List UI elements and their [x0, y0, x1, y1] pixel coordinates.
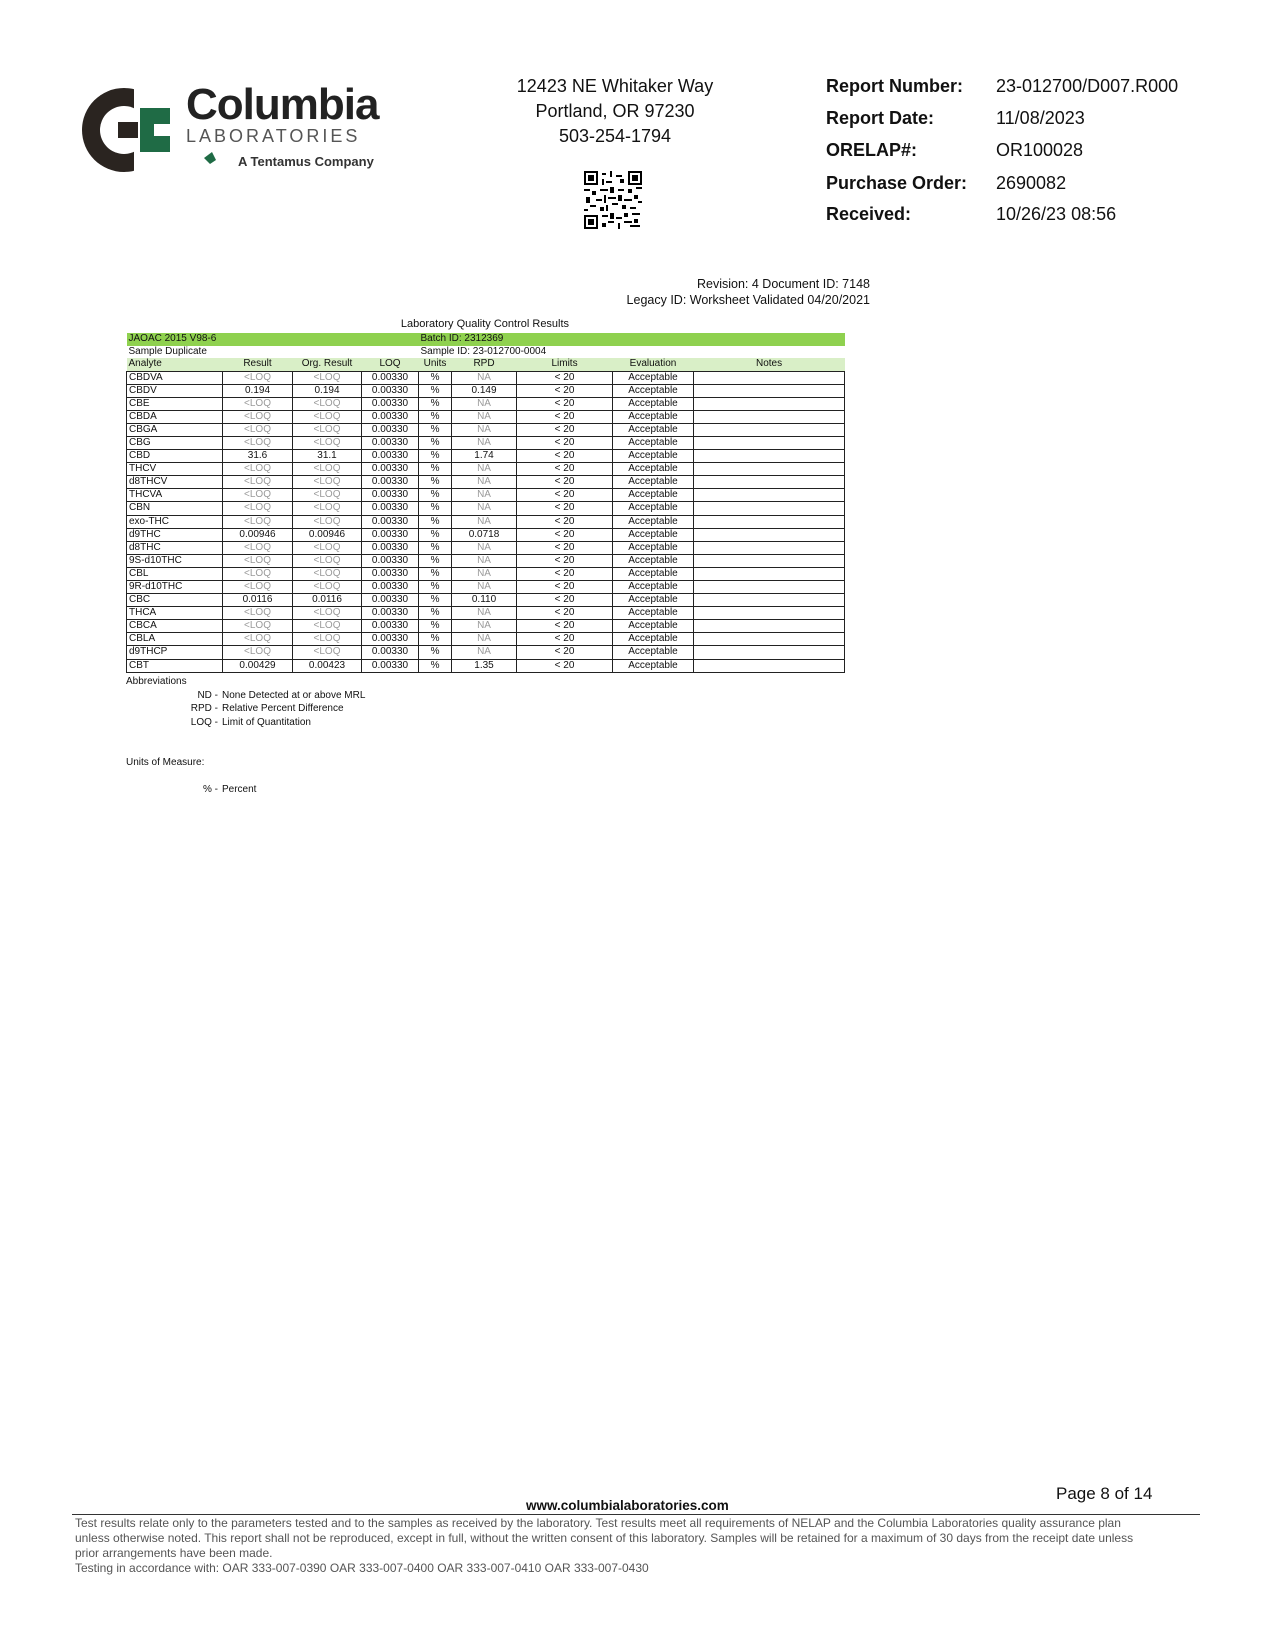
- cell-analyte: d8THCV: [127, 476, 223, 489]
- table-row: [127, 515, 845, 528]
- cell-rpd: NA: [452, 436, 517, 449]
- table-row: [127, 567, 845, 580]
- cell-result: <LOQ: [223, 410, 293, 423]
- cell-loq: 0.00330: [362, 450, 419, 463]
- cell-org-result: <LOQ: [293, 515, 362, 528]
- cell-loq: 0.00330: [362, 371, 419, 384]
- cell-units: %: [419, 436, 452, 449]
- cell-analyte: CBDA: [127, 410, 223, 423]
- cell-result: <LOQ: [223, 581, 293, 594]
- cell-result: <LOQ: [223, 541, 293, 554]
- cell-units: %: [419, 502, 452, 515]
- batch-id-cell: Batch ID: 2312369: [419, 333, 845, 346]
- qr-code-icon: [584, 171, 642, 229]
- table-row: [127, 528, 845, 541]
- cell-notes: [694, 515, 845, 528]
- abbr-code-loq: LOQ -: [190, 717, 218, 728]
- cell-analyte: exo-THC: [127, 515, 223, 528]
- cell-loq: 0.00330: [362, 436, 419, 449]
- cell-rpd: NA: [452, 581, 517, 594]
- received-value: 10/26/23 08:56: [996, 204, 1117, 224]
- cell-rpd: NA: [452, 620, 517, 633]
- sample-row: [127, 346, 845, 359]
- cell-analyte: d8THC: [127, 541, 223, 554]
- table-row: [127, 450, 845, 463]
- cell-units: %: [419, 384, 452, 397]
- table-row: [127, 581, 845, 594]
- cell-result: <LOQ: [223, 502, 293, 515]
- cell-org-result: <LOQ: [293, 554, 362, 567]
- table-row: [127, 436, 845, 449]
- cell-evaluation: Acceptable: [613, 436, 694, 449]
- table-row: [127, 384, 845, 397]
- cell-limits: < 20: [517, 633, 613, 646]
- cell-units: %: [419, 423, 452, 436]
- cell-evaluation: Acceptable: [613, 502, 694, 515]
- cell-result: 0.0116: [223, 594, 293, 607]
- disclaimer-line-1: Test results relate only to the parameters tested and to the samples as received by the laboratory. Test results meet all requirements of NELAP and the Columbia Laboratories quality assurance plan: [75, 1516, 1121, 1530]
- cell-org-result: <LOQ: [293, 489, 362, 502]
- cell-units: %: [419, 659, 452, 672]
- cell-result: <LOQ: [223, 397, 293, 410]
- cell-evaluation: Acceptable: [613, 594, 694, 607]
- sample-type-cell: Sample Duplicate: [128, 345, 207, 357]
- cell-org-result: 0.00946: [293, 528, 362, 541]
- cell-notes: [694, 554, 845, 567]
- cell-analyte: CBC: [127, 594, 223, 607]
- cell-rpd: 0.149: [452, 384, 517, 397]
- cell-evaluation: Acceptable: [613, 489, 694, 502]
- col-header-limits: Limits: [517, 358, 613, 371]
- table-row: [127, 489, 845, 502]
- abbr-code-nd: ND -: [197, 690, 218, 701]
- cell-result: 0.00946: [223, 528, 293, 541]
- cell-notes: [694, 594, 845, 607]
- cell-rpd: 0.110: [452, 594, 517, 607]
- table-row: [127, 554, 845, 567]
- cell-result: <LOQ: [223, 607, 293, 620]
- cell-evaluation: Acceptable: [613, 633, 694, 646]
- cell-rpd: NA: [452, 489, 517, 502]
- table-row: [127, 620, 845, 633]
- report-date-value: 11/08/2023: [996, 108, 1085, 128]
- disclaimer-line-3: prior arrangements have been made.: [75, 1546, 273, 1560]
- cell-result: <LOQ: [223, 436, 293, 449]
- cell-evaluation: Acceptable: [613, 567, 694, 580]
- logo-subtitle: LABORATORIES: [186, 126, 361, 146]
- cell-analyte: THCVA: [127, 489, 223, 502]
- cell-units: %: [419, 646, 452, 659]
- cell-result: <LOQ: [223, 476, 293, 489]
- cell-result: <LOQ: [223, 489, 293, 502]
- revision-line: Revision: 4 Document ID: 7148: [696, 277, 870, 291]
- table-row: [127, 646, 845, 659]
- cell-loq: 0.00330: [362, 410, 419, 423]
- cell-units: %: [419, 371, 452, 384]
- cell-evaluation: Acceptable: [613, 515, 694, 528]
- cell-org-result: <LOQ: [293, 646, 362, 659]
- cell-analyte: d9THCP: [127, 646, 223, 659]
- column-header-row: [127, 358, 845, 371]
- cell-loq: 0.00330: [362, 384, 419, 397]
- col-header-rpd: RPD: [452, 358, 517, 371]
- cell-limits: < 20: [517, 463, 613, 476]
- cell-result: <LOQ: [223, 463, 293, 476]
- cell-notes: [694, 633, 845, 646]
- cell-org-result: <LOQ: [293, 410, 362, 423]
- cell-evaluation: Acceptable: [613, 581, 694, 594]
- cell-org-result: <LOQ: [293, 607, 362, 620]
- cell-limits: < 20: [517, 384, 613, 397]
- cell-notes: [694, 528, 845, 541]
- cell-org-result: 0.0116: [293, 594, 362, 607]
- cell-org-result: <LOQ: [293, 476, 362, 489]
- cell-org-result: <LOQ: [293, 463, 362, 476]
- cell-loq: 0.00330: [362, 594, 419, 607]
- cell-loq: 0.00330: [362, 659, 419, 672]
- cell-loq: 0.00330: [362, 581, 419, 594]
- cell-result: <LOQ: [223, 515, 293, 528]
- cell-units: %: [419, 489, 452, 502]
- cell-notes: [694, 436, 845, 449]
- cell-analyte: d9THC: [127, 528, 223, 541]
- cell-result: <LOQ: [223, 620, 293, 633]
- table-row: [127, 633, 845, 646]
- cell-notes: [694, 620, 845, 633]
- cell-result: 0.00429: [223, 659, 293, 672]
- footer-divider: [72, 1514, 1200, 1515]
- abbr-code-rpd: RPD -: [190, 703, 218, 714]
- cell-limits: < 20: [517, 594, 613, 607]
- table-row: [127, 371, 845, 384]
- cell-result: <LOQ: [223, 567, 293, 580]
- cell-rpd: NA: [452, 515, 517, 528]
- cell-analyte: CBT: [127, 659, 223, 672]
- cell-rpd: NA: [452, 423, 517, 436]
- cell-units: %: [419, 528, 452, 541]
- cell-rpd: NA: [452, 567, 517, 580]
- cell-units: %: [419, 476, 452, 489]
- cell-rpd: NA: [452, 554, 517, 567]
- cell-org-result: <LOQ: [293, 633, 362, 646]
- unit-text-percent: Percent: [222, 784, 257, 795]
- cell-evaluation: Acceptable: [613, 541, 694, 554]
- cell-analyte: 9S-d10THC: [127, 554, 223, 567]
- cell-limits: < 20: [517, 489, 613, 502]
- table-row: [127, 397, 845, 410]
- table-row: [127, 410, 845, 423]
- unit-code-percent: % -: [203, 784, 218, 795]
- cell-rpd: NA: [452, 371, 517, 384]
- cell-org-result: <LOQ: [293, 541, 362, 554]
- cell-units: %: [419, 515, 452, 528]
- cell-analyte: THCV: [127, 463, 223, 476]
- cell-limits: < 20: [517, 554, 613, 567]
- cell-analyte: THCA: [127, 607, 223, 620]
- cell-loq: 0.00330: [362, 489, 419, 502]
- cell-units: %: [419, 463, 452, 476]
- cell-limits: < 20: [517, 450, 613, 463]
- cell-limits: < 20: [517, 515, 613, 528]
- table-row: [127, 607, 845, 620]
- address-city: Portland, OR 97230: [535, 101, 695, 121]
- cell-units: %: [419, 397, 452, 410]
- cell-limits: < 20: [517, 659, 613, 672]
- table-row: [127, 659, 845, 672]
- cell-rpd: NA: [452, 476, 517, 489]
- cell-rpd: NA: [452, 410, 517, 423]
- sample-id-cell: Sample ID: 23-012700-0004: [420, 345, 547, 357]
- cell-evaluation: Acceptable: [613, 620, 694, 633]
- cell-org-result: <LOQ: [293, 567, 362, 580]
- purchase-order-label: Purchase Order:: [826, 173, 968, 193]
- col-header-analyte: Analyte: [127, 358, 223, 371]
- cell-org-result: <LOQ: [293, 436, 362, 449]
- cell-notes: [694, 646, 845, 659]
- method-row: [127, 333, 845, 346]
- cell-limits: < 20: [517, 567, 613, 580]
- address-street: 12423 NE Whitaker Way: [516, 76, 714, 96]
- cell-notes: [694, 489, 845, 502]
- cell-notes: [694, 423, 845, 436]
- cell-evaluation: Acceptable: [613, 397, 694, 410]
- abbr-text-rpd: Relative Percent Difference: [222, 703, 344, 714]
- cell-analyte: CBE: [127, 397, 223, 410]
- cell-loq: 0.00330: [362, 515, 419, 528]
- cell-limits: < 20: [517, 423, 613, 436]
- qc-results-table: [126, 333, 845, 673]
- cell-result: <LOQ: [223, 371, 293, 384]
- cell-result: 31.6: [223, 450, 293, 463]
- qc-rows: [127, 371, 845, 672]
- cell-units: %: [419, 581, 452, 594]
- cell-rpd: NA: [452, 463, 517, 476]
- cell-org-result: <LOQ: [293, 371, 362, 384]
- cell-loq: 0.00330: [362, 646, 419, 659]
- abbreviations-heading: Abbreviations: [126, 676, 187, 687]
- cell-loq: 0.00330: [362, 463, 419, 476]
- logo-wordmark: Columbia: [186, 80, 379, 129]
- table-row: [127, 502, 845, 515]
- cell-rpd: NA: [452, 502, 517, 515]
- cell-org-result: <LOQ: [293, 423, 362, 436]
- cell-analyte: CBDV: [127, 384, 223, 397]
- cell-limits: < 20: [517, 646, 613, 659]
- cell-notes: [694, 450, 845, 463]
- cell-evaluation: Acceptable: [613, 476, 694, 489]
- cell-evaluation: Acceptable: [613, 384, 694, 397]
- cell-limits: < 20: [517, 476, 613, 489]
- cell-notes: [694, 384, 845, 397]
- table-row: [127, 476, 845, 489]
- cell-units: %: [419, 541, 452, 554]
- orelap-value: OR100028: [996, 140, 1084, 160]
- purchase-order-value: 2690082: [996, 173, 1067, 193]
- abbr-text-loq: Limit of Quantitation: [222, 717, 311, 728]
- cell-limits: < 20: [517, 607, 613, 620]
- col-header-units: Units: [419, 358, 452, 371]
- cell-notes: [694, 659, 845, 672]
- cell-units: %: [419, 567, 452, 580]
- cell-loq: 0.00330: [362, 554, 419, 567]
- report-number-label: Report Number:: [826, 76, 964, 96]
- disclaimer-line-2: unless otherwise noted. This report shall not be reproduced, except in full, without the written consent of this laboratory. Samples will be retained for a maximum of 30 days from the receipt date unless: [75, 1531, 1134, 1545]
- cell-limits: < 20: [517, 528, 613, 541]
- cell-org-result: <LOQ: [293, 502, 362, 515]
- orelap-label: ORELAP#:: [826, 140, 918, 160]
- cell-limits: < 20: [517, 397, 613, 410]
- cell-loq: 0.00330: [362, 397, 419, 410]
- cell-org-result: <LOQ: [293, 397, 362, 410]
- cell-notes: [694, 502, 845, 515]
- cell-result: <LOQ: [223, 554, 293, 567]
- cell-analyte: CBDVA: [127, 371, 223, 384]
- cell-notes: [694, 463, 845, 476]
- units-heading: Units of Measure:: [126, 757, 205, 768]
- cell-notes: [694, 607, 845, 620]
- cell-notes: [694, 371, 845, 384]
- cell-evaluation: Acceptable: [613, 646, 694, 659]
- cell-loq: 0.00330: [362, 528, 419, 541]
- cell-analyte: CBD: [127, 450, 223, 463]
- report-number-value: 23-012700/D007.R000: [996, 76, 1179, 96]
- cell-result: <LOQ: [223, 633, 293, 646]
- cell-analyte: 9R-d10THC: [127, 581, 223, 594]
- cell-units: %: [419, 554, 452, 567]
- cell-notes: [694, 541, 845, 554]
- cell-loq: 0.00330: [362, 607, 419, 620]
- cell-units: %: [419, 450, 452, 463]
- cell-analyte: CBL: [127, 567, 223, 580]
- cell-notes: [694, 567, 845, 580]
- received-label: Received:: [826, 204, 912, 224]
- cell-loq: 0.00330: [362, 620, 419, 633]
- table-row: [127, 463, 845, 476]
- cell-loq: 0.00330: [362, 423, 419, 436]
- cell-rpd: NA: [452, 646, 517, 659]
- cell-evaluation: Acceptable: [613, 528, 694, 541]
- page-number: Page 8 of 14: [1056, 1484, 1153, 1503]
- report-date-label: Report Date:: [826, 108, 935, 128]
- cell-analyte: CBN: [127, 502, 223, 515]
- cell-loq: 0.00330: [362, 476, 419, 489]
- cell-analyte: CBGA: [127, 423, 223, 436]
- cell-loq: 0.00330: [362, 633, 419, 646]
- cell-org-result: 31.1: [293, 450, 362, 463]
- cell-analyte: CBG: [127, 436, 223, 449]
- cell-org-result: <LOQ: [293, 581, 362, 594]
- cell-units: %: [419, 410, 452, 423]
- cell-loq: 0.00330: [362, 567, 419, 580]
- cell-result: 0.194: [223, 384, 293, 397]
- cell-limits: < 20: [517, 581, 613, 594]
- table-row: [127, 423, 845, 436]
- cell-units: %: [419, 633, 452, 646]
- cell-org-result: 0.194: [293, 384, 362, 397]
- col-header-notes: Notes: [694, 358, 845, 371]
- testing-standards: Testing in accordance with: OAR 333-007-0390 OAR 333-007-0400 OAR 333-007-0410 OAR 333-007-0430: [75, 1561, 649, 1575]
- cell-evaluation: Acceptable: [613, 371, 694, 384]
- cell-analyte: CBLA: [127, 633, 223, 646]
- cell-notes: [694, 410, 845, 423]
- col-header-evaluation: Evaluation: [613, 358, 694, 371]
- address-phone: 503-254-1794: [558, 126, 672, 146]
- cell-org-result: <LOQ: [293, 620, 362, 633]
- cell-limits: < 20: [517, 541, 613, 554]
- cell-org-result: 0.00423: [293, 659, 362, 672]
- cell-units: %: [419, 620, 452, 633]
- cell-notes: [694, 397, 845, 410]
- cell-loq: 0.00330: [362, 502, 419, 515]
- website-link[interactable]: www.columbialaboratories.com: [526, 1498, 729, 1513]
- cell-units: %: [419, 607, 452, 620]
- cell-limits: < 20: [517, 620, 613, 633]
- logo-tagline: A Tentamus Company: [238, 154, 374, 169]
- cell-units: %: [419, 594, 452, 607]
- col-header-org-result: Org. Result: [293, 358, 362, 371]
- method-cell: JAOAC 2015 V98-6: [127, 333, 419, 346]
- cell-rpd: 0.0718: [452, 528, 517, 541]
- cell-evaluation: Acceptable: [613, 554, 694, 567]
- cell-rpd: NA: [452, 541, 517, 554]
- cell-evaluation: Acceptable: [613, 423, 694, 436]
- cell-rpd: NA: [452, 607, 517, 620]
- cell-notes: [694, 581, 845, 594]
- cell-notes: [694, 476, 845, 489]
- cell-rpd: 1.74: [452, 450, 517, 463]
- cell-rpd: NA: [452, 633, 517, 646]
- cell-limits: < 20: [517, 502, 613, 515]
- col-header-result: Result: [223, 358, 293, 371]
- cell-analyte: CBCA: [127, 620, 223, 633]
- cell-limits: < 20: [517, 436, 613, 449]
- legacy-id-line: Legacy ID: Worksheet Validated 04/20/2021: [626, 293, 870, 307]
- cell-evaluation: Acceptable: [613, 607, 694, 620]
- qc-title: Laboratory Quality Control Results: [400, 318, 570, 330]
- cell-evaluation: Acceptable: [613, 410, 694, 423]
- table-row: [127, 594, 845, 607]
- cell-limits: < 20: [517, 410, 613, 423]
- cell-result: <LOQ: [223, 423, 293, 436]
- cell-evaluation: Acceptable: [613, 463, 694, 476]
- cell-rpd: 1.35: [452, 659, 517, 672]
- cell-evaluation: Acceptable: [613, 450, 694, 463]
- table-row: [127, 541, 845, 554]
- cell-evaluation: Acceptable: [613, 659, 694, 672]
- cell-loq: 0.00330: [362, 541, 419, 554]
- cell-limits: < 20: [517, 371, 613, 384]
- cell-result: <LOQ: [223, 646, 293, 659]
- cell-rpd: NA: [452, 397, 517, 410]
- abbr-text-nd: None Detected at or above MRL: [222, 690, 366, 701]
- col-header-loq: LOQ: [362, 358, 419, 371]
